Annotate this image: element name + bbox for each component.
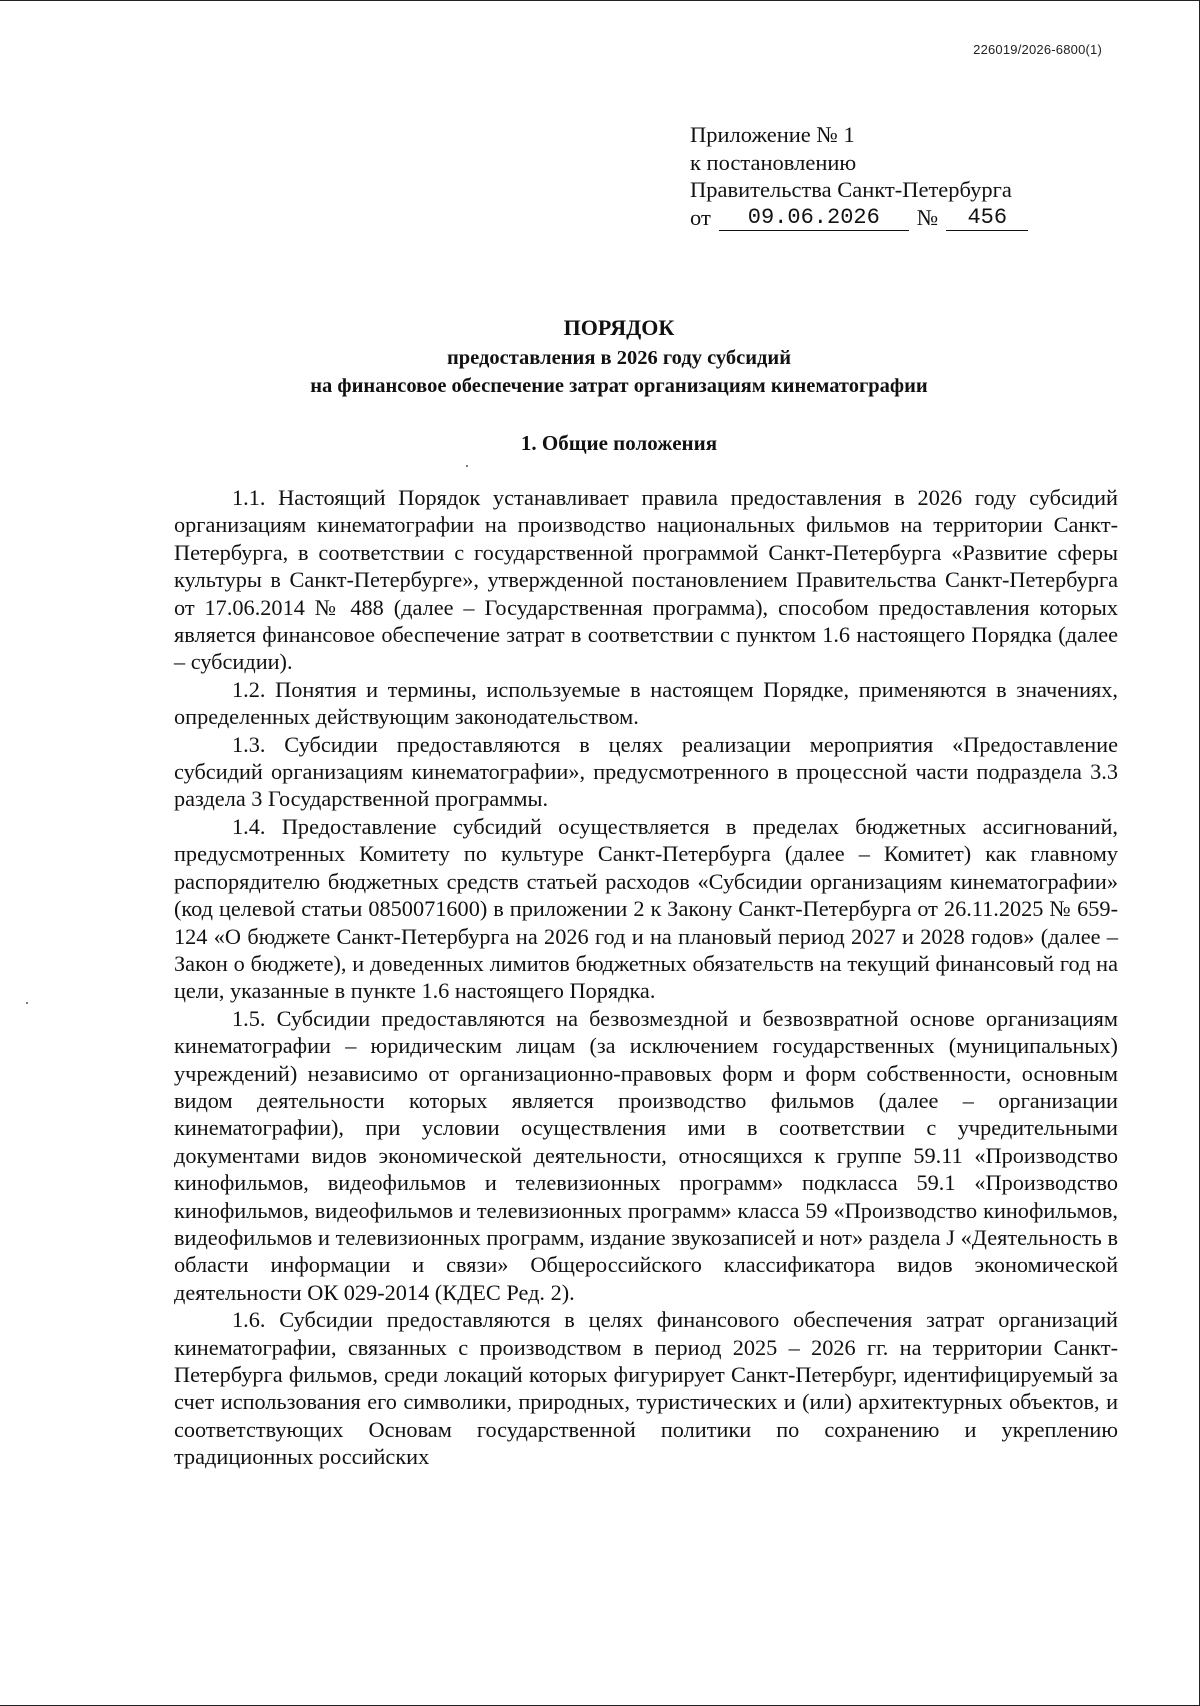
appendix-line-1: Приложение № 1 (690, 122, 855, 147)
document-subtitle (160, 344, 1078, 400)
paragraph-1-4: 1.4. Предоставление субсидий осуществляется в пределах бюджетных ассигнований, предусмотренных Комитету по культуре Санкт-Петербурга (далее – Комитет) как главному распорядителю бюджетных средств статьей расходов «Субсидии организациям кинематографии» (код целевой статьи 0850071600) в приложении 2 к Закону Санкт-Петербурга от 26.11.2025 № 659-124 «О бюджете Санкт-Петербурга на 2026 год и на плановый период 2027 и 2028 годов» (далее – Закон о бюджете), и доведенных лимитов бюджетных обязательств на текущий финансовый год на цели, указанные в пункте 1.6 настоящего Порядка. (174, 813, 1118, 1004)
paragraph-1-2: 1.2. Понятия и термины, используемые в настоящем Порядке, применяются в значениях, определенных действующим законодательством. (174, 676, 1118, 730)
scan-speck (466, 465, 468, 467)
appendix-line-2: к постановлению (690, 149, 857, 175)
document-subtitle-line-1: предоставления в 2026 году субсидий (446, 347, 792, 369)
document-title: ПОРЯДОК (563, 315, 675, 340)
document-subtitle-line-2: на финансовое обеспечение затрат организациям кинематографии (310, 375, 928, 397)
from-label: от (690, 204, 711, 230)
paragraph-1-1: 1.1. Настоящий Порядок устанавливает правила предоставления в 2026 году субсидий организациям кинематографии на производство национальных фильмов на территории Санкт-Петербурга, в соответствии с государственной программой Санкт-Петербурга «Развитие сферы культуры в Санкт-Петербурге», утвержденной постановлением Правительства Санкт-Петербурга от 17.06.2014 № 488 (далее – Государственная программа), способом предоставления которых является финансовое обеспечение затрат в соответствии с пунктом 1.6 настоящего Порядка (далее – субсидии). (174, 485, 1118, 675)
appendix-block (690, 121, 1050, 231)
section-heading: 1. Общие положения (520, 431, 718, 455)
number-label: № (916, 204, 939, 230)
document-registration-number: 226019/2026-6800(1) (973, 42, 1102, 57)
paragraph-1-5: 1.5. Субсидии предоставляются на безвозмездной и безвозвратной основе организациям кинематографии – юридическим лицам (за исключением государственных (муниципальных) учреждений) независимо от организационно-правовых форм и форм собственности, основным видом деятельности которых является производство фильмов (далее – организации кинематографии), при условии осуществления ими в соответствии с учредительными документами видов экономической деятельности, относящихся к группе 59.11 «Производство кинофильмов, видеофильмов и телевизионных программ» подкласса 59.1 «Производство кинофильмов, видеофильмов и телевизионных программ» класса 59 «Производство кинофильмов, видеофильмов и телевизионных программ, издание звукозаписей и нот» раздела J «Деятельность в области информации и связи» Общероссийского классификатора видов экономической деятельности ОК 029-2014 (КДЕС Ред. 2). (174, 1005, 1118, 1305)
decree-date: 09.06.2026 (719, 207, 909, 231)
appendix-line-3: Правительства Санкт-Петербурга (690, 177, 1012, 202)
paragraph-1-3: 1.3. Субсидии предоставляются в целях реализации мероприятия «Предоставление субсидий организациям кинематографии», предусмотренного в процессной части подраздела 3.3 раздела 3 Государственной программы. (174, 731, 1118, 812)
decree-number: 456 (946, 207, 1028, 231)
section-body (174, 484, 1118, 1471)
scan-speck (26, 1002, 28, 1004)
paragraph-1-6: 1.6. Субсидии предоставляются в целях финансового обеспечения затрат организаций кинематографии, связанных с производством в период 2025 – 2026 гг. на территории Санкт-Петербурга фильмов, среди локаций которых фигурирует Санкт-Петербург, идентифицируемый за счет использования его символики, природных, туристических и (или) архитектурных объектов, и соответствующих Основам государственной политики по сохранению и укреплению традиционных российских (174, 1307, 1118, 1470)
appendix-date-line (690, 204, 1050, 232)
